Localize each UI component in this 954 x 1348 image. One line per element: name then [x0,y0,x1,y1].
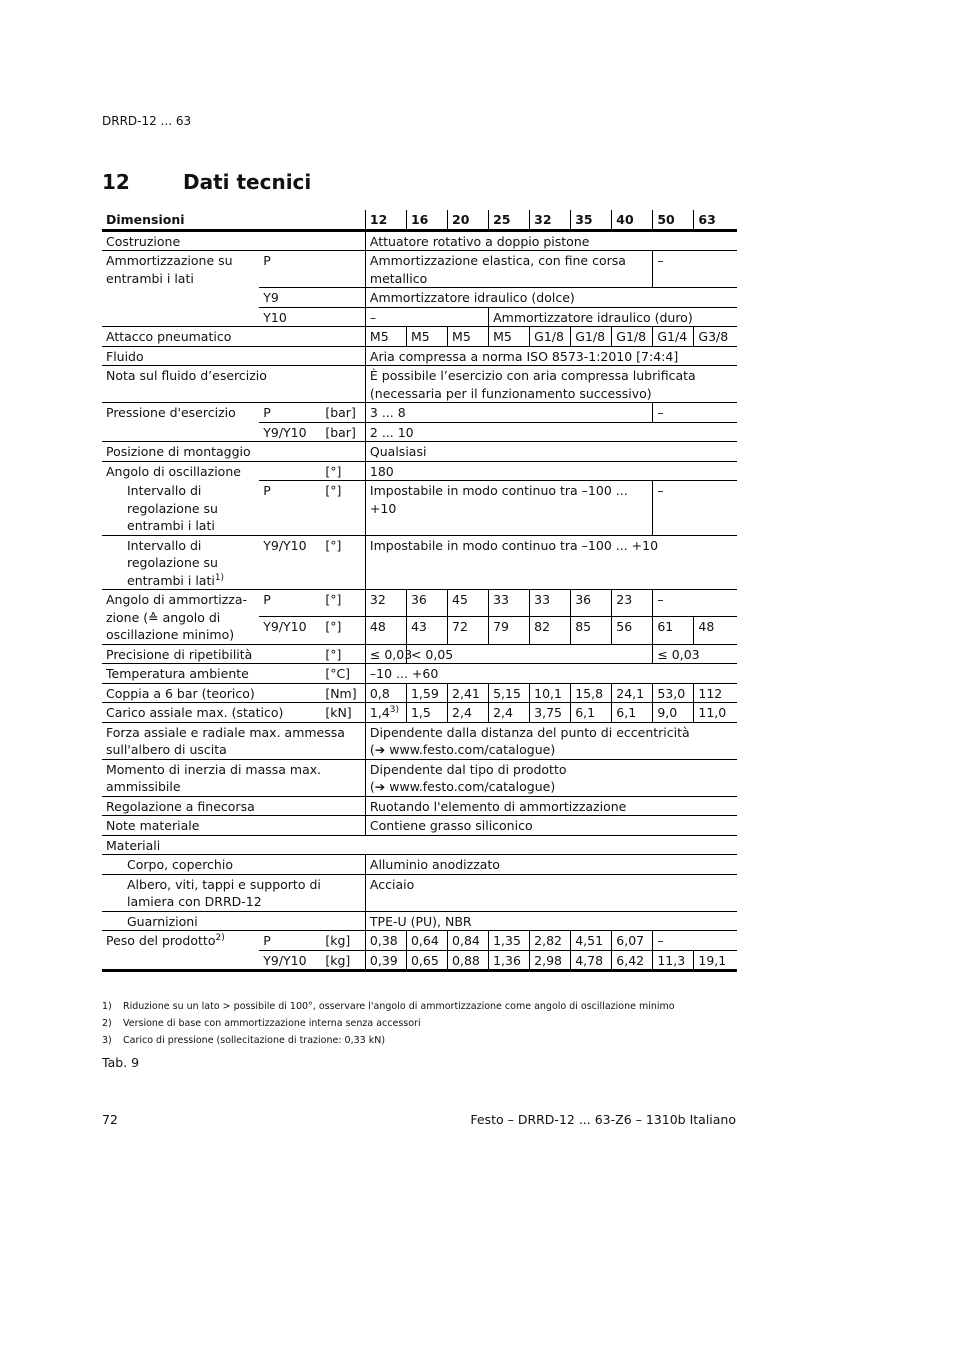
cell: M5 [365,327,406,347]
variant-label: P [259,481,321,536]
cell: 5,15 [489,683,530,703]
unit: [°] [321,590,365,617]
variant-label: Y9/Y10 [259,422,321,442]
size-header: 35 [571,210,612,230]
row-label: Guarnizioni [102,911,365,931]
table-row [102,855,737,875]
cell: G1/8 [571,327,612,347]
page-number: 72 [102,1112,118,1127]
cell: 4,78 [571,950,612,971]
cell: 48 [365,616,406,644]
footnote-number: 2) [102,1018,112,1029]
row-value: 3 ... 8 [365,403,652,423]
variant-label: Y9/Y10 [259,535,321,590]
cell: 72 [448,616,489,644]
table-row [102,759,737,796]
table-row [102,230,737,251]
unit: [bar] [321,403,365,423]
cell: 6,42 [612,950,653,971]
row-value: Ruotando l'elemento di ammortizzazione [365,796,737,816]
unit: [kg] [321,950,365,971]
row-value: Alluminio anodizzato [365,855,737,875]
cell: G1/8 [612,327,653,347]
cell: 2,41 [448,683,489,703]
table-row [102,346,737,366]
size-header: 50 [653,210,694,230]
cell: 45 [448,590,489,617]
row-value: Qualsiasi [365,442,737,462]
technical-data-table [102,210,737,972]
footnote-text: Versione di base con ammortizzazione interna senza accessori [123,1018,421,1029]
size-header: 12 [365,210,406,230]
row-value: Ammortizzatore idraulico (dolce) [365,288,737,308]
unit: [°C] [321,664,365,684]
table-row [102,481,737,536]
cell: 0,38 [365,931,406,951]
row-label-text: Peso del prodotto [106,933,216,948]
row-value: Ammortizzatore idraulico (duro) [489,307,737,327]
arrow-right-icon: ➔ [374,742,386,757]
cell: 0,8 [365,683,406,703]
cell: 48 [694,616,737,644]
row-value: Contiene grasso siliconico [365,816,737,836]
cell: M5 [489,327,530,347]
row-label: Temperatura ambiente [102,664,321,684]
value-line: Dipendente dal tipo di prodotto [369,761,567,777]
cell: 1,5 [406,703,447,723]
footnote-text: Riduzione su un lato > possibile di 100°, osservare l'angolo di ammortizzazione come angolo di oscillazione minimo [123,1001,675,1012]
cell: 32 [365,590,406,617]
cell: – [653,590,737,617]
cell: M5 [448,327,489,347]
size-header: 16 [406,210,447,230]
row-value: Aria compressa a norma ISO 8573-1:2010 [7:4:4] [365,346,737,366]
row-label: Precisione di ripetibilità [102,644,321,664]
row-label: Angolo di ammortizza-zione (≙ angolo di oscillazione minimo) [102,590,259,645]
size-header: 32 [530,210,571,230]
footnote-ref: 1) [214,572,225,583]
row-value: Attuatore rotativo a doppio pistone [365,230,737,251]
row-label [102,931,259,971]
variant-label: Y9 [259,288,365,308]
variant-label: Y9/Y10 [259,616,321,644]
table-caption: Tab. 9 [102,1055,140,1070]
table-row [102,683,737,703]
footnote-ref: 3) [389,704,400,715]
row-label: Coppia a 6 bar (teorico) [102,683,321,703]
table-row [102,835,737,855]
table-row [102,461,737,481]
section-number: 12 [102,170,130,194]
value-line: Dipendente dalla distanza del punto di eccentricità [369,724,690,740]
cell: – [653,931,737,951]
cell: 23 [612,590,653,617]
table-row [102,327,737,347]
row-value: Ammortizzazione elastica, con fine corsa metallico [365,251,652,288]
row-label: Intervallo di regolazione su entrambi i lati [127,483,218,533]
footnote [102,1001,675,1012]
cell: 2,82 [530,931,571,951]
table-row [102,403,737,423]
footnote [102,1035,385,1046]
cell: 36 [406,590,447,617]
cell: 0,84 [448,931,489,951]
unit: [°] [321,461,365,481]
cell: 2,4 [448,703,489,723]
cell: 24,1 [612,683,653,703]
table-row [102,366,737,403]
cell: < 0,05 [406,644,652,664]
cell: 10,1 [530,683,571,703]
row-value: – [653,481,737,536]
table-row [102,442,737,462]
table-row [102,911,737,931]
row-value: –10 ... +60 [365,664,737,684]
cell: 0,39 [365,950,406,971]
cell: 19,1 [694,950,737,971]
footnote-number: 3) [102,1035,112,1046]
row-value: TPE-U (PU), NBR [365,911,737,931]
table-row [102,796,737,816]
row-value: Impostabile in modo continuo tra –100 ... +10 [365,481,652,536]
variant-label: Y9/Y10 [259,950,321,971]
row-label: Regolazione a finecorsa [102,796,365,816]
unit: [kN] [321,703,365,723]
unit: [kg] [321,931,365,951]
cell: 0,65 [406,950,447,971]
cell: 2,4 [489,703,530,723]
cell: 43 [406,616,447,644]
unit: [°] [321,535,365,590]
value-line: (➔ www.festo.com/catalogue) [369,779,556,794]
cell: 53,0 [653,683,694,703]
row-label: Note materiale [102,816,365,836]
cell: M5 [406,327,447,347]
table-row [102,931,737,951]
variant-label: P [259,251,365,288]
unit: [Nm] [321,683,365,703]
row-value: Acciaio [365,874,737,911]
cell: 1,36 [489,950,530,971]
row-label: Costruzione [102,230,365,251]
row-label: Fluido [102,346,365,366]
row-value: – [653,403,737,423]
cell: 82 [530,616,571,644]
cell: 56 [612,616,653,644]
row-label: Ammortizzazione su entrambi i lati [102,251,259,327]
size-header: 63 [694,210,737,230]
size-header: 25 [489,210,530,230]
cell: 79 [489,616,530,644]
footnote-ref: 2) [215,932,225,943]
row-value: – [365,307,488,327]
cell: 61 [653,616,694,644]
cell: 36 [571,590,612,617]
cell: 6,1 [571,703,612,723]
row-value: 2 ... 10 [365,422,737,442]
table-row [102,535,737,590]
cell: ≤ 0,03 [653,644,737,664]
cell: 33 [489,590,530,617]
arrow-right-icon: ➔ [374,779,386,794]
table-row [102,590,737,617]
cell: G1/4 [653,327,694,347]
row-value: È possibile l’esercizio con aria compressa lubrificata (necessaria per il funzionamento successivo) [365,366,737,403]
cell: 11,3 [653,950,694,971]
footnote [102,1018,421,1029]
table-row [102,251,737,288]
cell-text: 1,4 [369,705,390,720]
size-header: 20 [448,210,489,230]
row-value: Impostabile in modo continuo tra –100 ... +10 [365,535,737,590]
cell: 3,75 [530,703,571,723]
row-label: Forza assiale e radiale max. ammessa sull'albero di uscita [102,722,365,759]
row-label [102,535,259,590]
cell: 85 [571,616,612,644]
unit: [°] [321,616,365,644]
row-label: Pressione d'esercizio [102,403,259,442]
cell [365,703,406,723]
row-label: Albero, viti, tappi e supporto di lamiera con DRRD-12 [102,874,365,911]
unit: [bar] [321,422,365,442]
cell: 33 [530,590,571,617]
cell: 4,51 [571,931,612,951]
table-row [102,644,737,664]
table-row [102,703,737,723]
row-value: – [653,251,737,288]
size-header: 40 [612,210,653,230]
cell: G1/8 [530,327,571,347]
cell: 112 [694,683,737,703]
row-label: Posizione di montaggio [102,442,365,462]
catalogue-link[interactable]: www.festo.com/catalogue) [389,779,556,794]
variant-label: P [259,931,321,951]
cell: 0,88 [448,950,489,971]
row-value [365,759,737,796]
page-footer: Festo – DRRD-12 ... 63-Z6 – 1310b Italiano [470,1112,736,1127]
table-row [102,722,737,759]
row-label: Carico assiale max. (statico) [102,703,321,723]
variant-label: P [259,590,321,617]
unit: [°] [321,481,365,536]
row-label: Corpo, coperchio [102,855,365,875]
section-title: Dati tecnici [183,170,312,194]
variant-label: Y10 [259,307,365,327]
row-label: Attacco pneumatico [102,327,365,347]
cell: 11,0 [694,703,737,723]
cell: 6,07 [612,931,653,951]
cell: 0,64 [406,931,447,951]
cell: G3/8 [694,327,737,347]
table-row [102,816,737,836]
cell: ≤ 0,03 [365,644,406,664]
header-dimensioni: Dimensioni [102,210,365,230]
row-label: Nota sul fluido d’esercizio [102,366,365,403]
footnote-text: Carico di pressione (sollecitazione di trazione: 0,33 kN) [123,1035,386,1046]
cell: 9,0 [653,703,694,723]
row-label: Materiali [102,835,737,855]
cell: 2,98 [530,950,571,971]
running-header: DRRD-12 ... 63 [102,114,192,128]
row-label-text: Intervallo di regolazione su entrambi i lati [127,537,218,588]
table-row [102,664,737,684]
footnote-number: 1) [102,1001,112,1012]
row-value: 180 [365,461,737,481]
variant-label: P [259,403,321,423]
row-value [365,722,737,759]
catalogue-link[interactable]: www.festo.com/catalogue) [389,742,556,757]
cell: 6,1 [612,703,653,723]
cell: 15,8 [571,683,612,703]
row-label: Angolo di oscillazione [102,461,321,481]
cell: 1,35 [489,931,530,951]
value-line: (➔ www.festo.com/catalogue) [369,742,556,757]
unit: [°] [321,644,365,664]
cell: 1,59 [406,683,447,703]
row-label: Momento di inerzia di massa max. ammissibile [102,759,365,796]
table-row [102,874,737,911]
table-header-row [102,210,737,230]
